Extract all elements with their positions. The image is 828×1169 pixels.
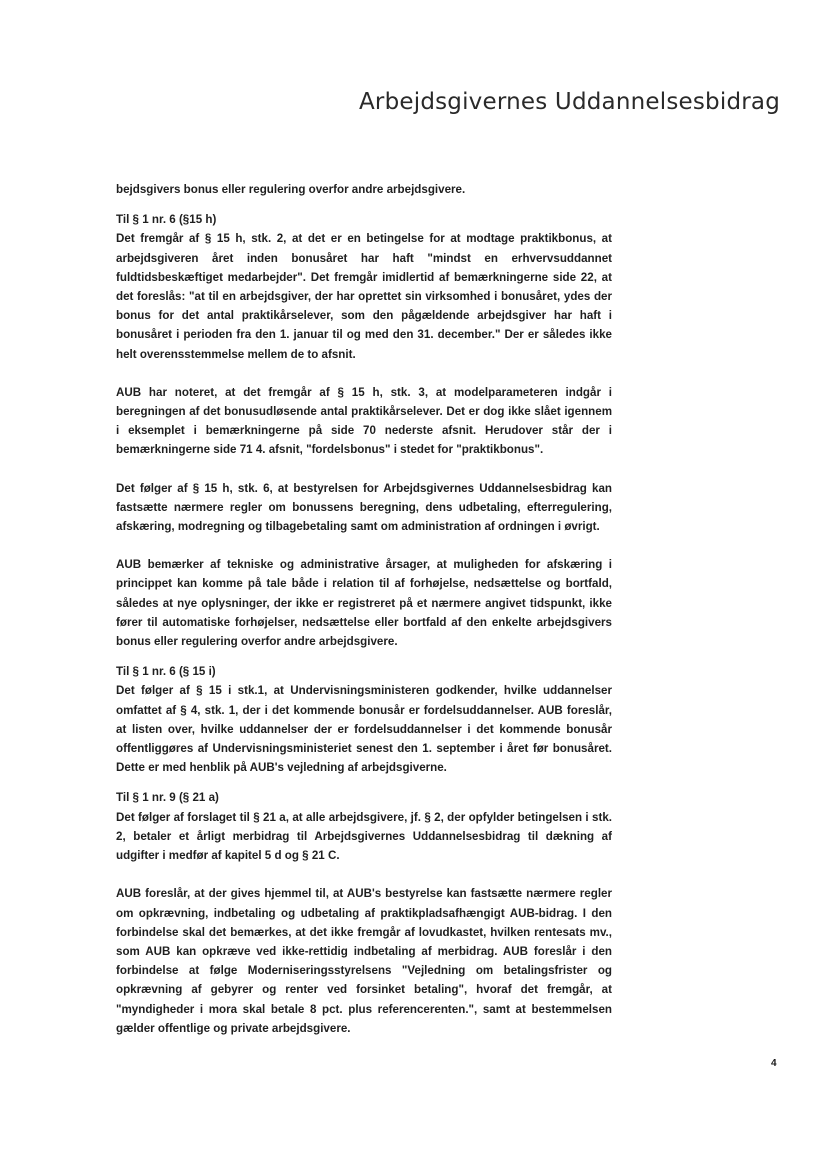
section-heading-15i: Til § 1 nr. 6 (§ 15 i) xyxy=(116,665,216,679)
paragraph-15h-model-parameter: AUB har noteret, at det fremgår af § 15 h, stk. 3, at modelparameteren indgår i beregningen af det bonusudløsende antal praktikårselever. Det er dog ikke slået igennem i eksemplet i bemærkningerne på side 70 nederste afsnit. Herudover står der i bemærkningerne side 71 4. afsnit, "fordelsbonus" i stedet for "praktikbonus". xyxy=(116,385,612,457)
paragraph-15i: Det følger af § 15 i stk.1, at Undervisningsministeren godkender, hvilke uddannelser omfattet af § 4, stk. 1, der i det kommende bonusår er fordelsuddannelser. AUB foreslår, at listen over, hvilke uddannelser der er fordelsuddannelser i det kommende bonusår offentliggøres af Undervisningsministeriet senest den 1. september i året før bonusåret. Dette er med henblik på AUB's vejledning af arbejdsgiverne. xyxy=(116,684,612,775)
page-number: 4 xyxy=(771,1058,777,1069)
organization-header-title: Arbejdsgivernes Uddannelsesbidrag xyxy=(358,89,780,115)
section-heading-15h: Til § 1 nr. 6 (§15 h) xyxy=(116,213,217,227)
section-heading-21a: Til § 1 nr. 9 (§ 21 a) xyxy=(116,791,219,805)
paragraph-aub-remarks-cutoff: AUB bemærker af tekniske og administrative årsager, at muligheden for afskæring i princippet kan komme på tale både i relation til af forhøjelse, nedsættelse og bortfald, således at nye oplysninger, der ikke er registreret på et nærmere angivet tidspunkt, ikke fører til automatiske forhøjelser, nedsættelse eller bortfald af den enkelte arbejdsgivers bonus eller regulering overfor andre arbejdsgivere. xyxy=(116,558,612,649)
paragraph-21a: Det følger af forslaget til § 21 a, at alle arbejdsgivere, jf. § 2, der opfylder betingelsen i stk. 2, betaler et årligt merbidrag til Arbejdsgivernes Uddannelsesbidrag til dækning af udgifter i medfør af kapitel 5 d og § 21 C. xyxy=(116,810,612,863)
paragraph-15h-stk6: Det følger af § 15 h, stk. 6, at bestyrelsen for Arbejdsgivernes Uddannelsesbidrag kan fastsætte nærmere regler om bonussens beregning, dens udbetaling, efterregulering, afskæring, modregning og tilbagebetaling samt om administration af ordningen i øvrigt. xyxy=(116,481,612,534)
paragraph-continuation: bejdsgivers bonus eller regulering overfor andre arbejdsgivere. xyxy=(116,183,466,196)
document-body xyxy=(116,180,612,1038)
paragraph-aub-proposal-authority: AUB foreslår, at der gives hjemmel til, at AUB's bestyrelse kan fastsætte nærmere regler om opkrævning, indbetaling og udbetaling af praktikpladsafhængigt AUB-bidrag. I den forbindelse skal det bemærkes, at det ikke fremgår af lovudkastet, hvilken rentesats mv., som AUB kan opkræve ved ikke-rettidig indbetaling af merbidrag. AUB foreslår i den forbindelse at følge Moderniseringsstyrelsens "Vejledning om betalingsfrister og opkrævning af gebyrer og renter ved forsinket betaling", hvoraf det fremgår, at "myndigheder i mora skal betale 8 pct. plus referencerenten.", samt at bestemmelsen gælder offentlige og private arbejdsgivere. xyxy=(116,887,612,1035)
paragraph-15h-bonus-condition: Det fremgår af § 15 h, stk. 2, at det er en betingelse for at modtage praktikbonus, at arbejdsgiveren året inden bonusåret har haft "mindst en erhvervsuddannet fuldtidsbeskæftiget medarbejder". Det fremgår imidlertid af bemærkningerne side 22, at det foreslås: "at til en arbejdsgiver, der har oprettet sin virksomhed i bonusåret, ydes der bonus for det antal praktikårselever, som den pågældende arbejdsgiver har haft i bonusåret i perioden fra den 1. januar til og med den 31. december." Der er således ikke helt overensstemmelse mellem de to afsnit. xyxy=(116,232,612,361)
